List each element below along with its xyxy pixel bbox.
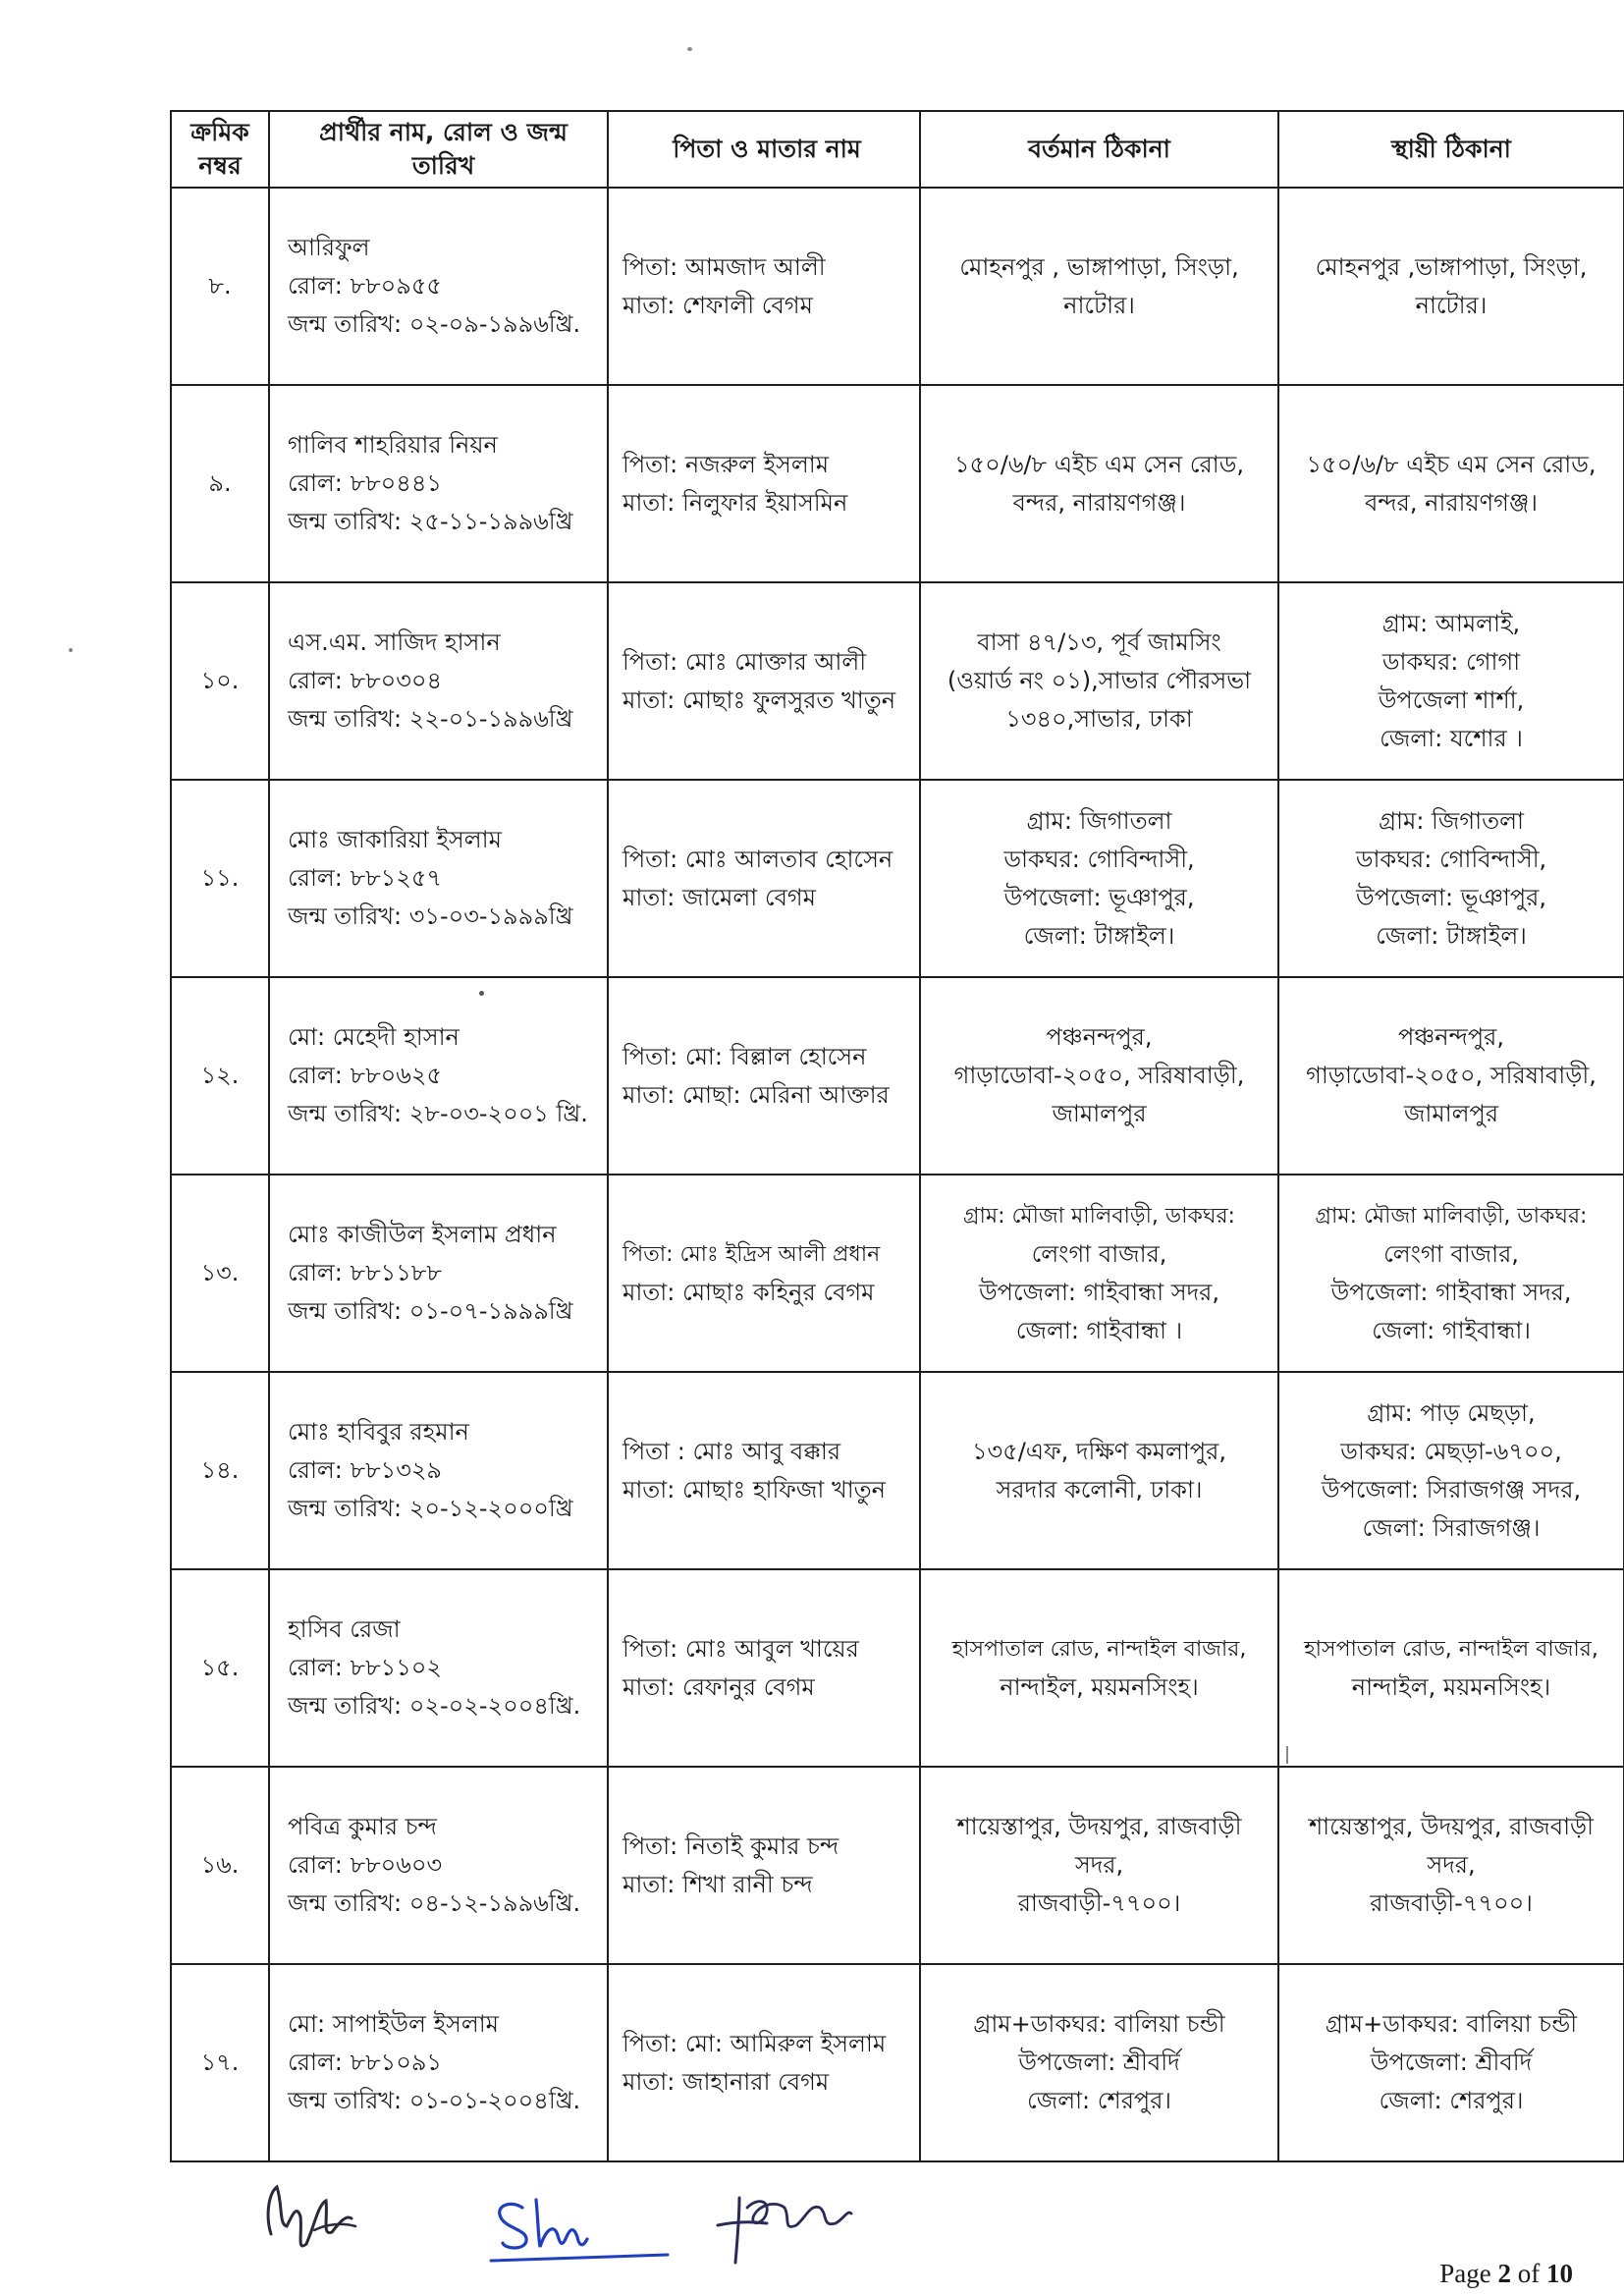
address-line: ১৫০/৬/৮ এইচ এম সেন রোড, xyxy=(953,450,1244,478)
serial-cell: ১০. xyxy=(171,582,269,780)
candidate-name: মোঃ জাকারিয়া ইসলাম xyxy=(288,826,502,853)
address-line: গ্রাম: আমলাই, xyxy=(1381,609,1521,637)
present-address-cell xyxy=(920,1372,1278,1569)
candidate-dob: জন্ম তারিখ: ২৫-১১-১৯৯৬খ্রি xyxy=(288,508,573,535)
current-page: 2 xyxy=(1497,2259,1511,2288)
address-line: গ্রাম: জিগাতলা xyxy=(1379,806,1524,835)
serial-cell: ১৫. xyxy=(171,1569,269,1767)
permanent-address-cell xyxy=(1278,188,1624,385)
header-serial: ক্রমিক নম্বর xyxy=(171,111,269,188)
serial-cell: ১১. xyxy=(171,780,269,977)
table-row xyxy=(171,1964,1624,2161)
present-address-cell xyxy=(920,977,1278,1175)
present-address-cell xyxy=(920,1569,1278,1767)
table-row xyxy=(171,188,1624,385)
mother-name: মাতা: জাহানারা বেগম xyxy=(623,2067,830,2096)
parents-cell xyxy=(608,1964,920,2161)
address-line: উপজেলা: ভূঞাপুর, xyxy=(1356,883,1546,911)
address-line: জেলা: টাঙ্গাইল। xyxy=(1376,921,1527,950)
parents-cell xyxy=(608,1372,920,1569)
candidate-cell xyxy=(269,188,608,385)
address-line: ১৫০/৬/৮ এইচ এম সেন রোড, xyxy=(1306,450,1597,478)
address-line: গ্রাম: পাড় মেছড়া, xyxy=(1367,1398,1536,1427)
address-line: শায়েস্তাপুর, উদয়পুর, রাজবাড়ী xyxy=(1308,1813,1595,1840)
address-line: জেলা: সিরাজগঞ্জ। xyxy=(1362,1513,1541,1542)
candidate-name: মোঃ কাজীউল ইসলাম প্রধান xyxy=(288,1221,557,1248)
address-line: জেলা: শেরপুর। xyxy=(1379,2087,1524,2114)
candidate-name: মোঃ হাবিবুর রহমান xyxy=(288,1418,469,1446)
address-line: গ্রাম: মৌজা মালিবাড়ী, ডাকঘর: xyxy=(1315,1203,1588,1229)
father-name: পিতা: মো: বিল্লাল হোসেন xyxy=(623,1042,867,1070)
father-name: পিতা: মোঃ আবুল খায়ের xyxy=(623,1634,859,1663)
address-line: ডাকঘর: মেছড়া-৬৭০০, xyxy=(1340,1437,1562,1465)
mother-name: মাতা: নিলুফার ইয়াসমিন xyxy=(623,488,848,517)
candidate-cell xyxy=(269,1175,608,1372)
father-name: পিতা: মোঃ আলতাব হোসেন xyxy=(623,845,893,873)
address-line: রাজবাড়ী-৭৭০০। xyxy=(1370,1889,1533,1917)
table-row xyxy=(171,385,1624,582)
address-line: বন্দর, নারায়ণগঞ্জ। xyxy=(1365,488,1538,517)
address-line: (ওয়ার্ড নং ০১),সাভার পৌরসভা xyxy=(947,667,1252,694)
present-address-cell xyxy=(920,1964,1278,2161)
address-line: উপজেলা: ভূঞাপুর, xyxy=(1003,883,1195,911)
header-permanent-address: স্থায়ী ঠিকানা xyxy=(1278,111,1624,188)
candidate-cell xyxy=(269,1964,608,2161)
present-address-cell xyxy=(920,1767,1278,1964)
candidate-dob: জন্ম তারিখ: ২৮-০৩-২০০১ খ্রি. xyxy=(288,1100,588,1127)
candidate-dob: জন্ম তারিখ: ০২-০২-২০০৪খ্রি. xyxy=(288,1692,581,1720)
present-address-cell xyxy=(920,780,1278,977)
address-line: উপজেলা: সিরাজগঞ্জ সদর, xyxy=(1321,1475,1582,1503)
candidate-roll: রোল: ৮৮১৩২৯ xyxy=(288,1456,443,1484)
candidate-dob: জন্ম তারিখ: ০৪-১২-১৯৯৬খ্রি. xyxy=(288,1889,581,1917)
table-row xyxy=(171,582,1624,780)
candidate-dob: জন্ম তারিখ: ৩১-০৩-১৯৯৯খ্রি xyxy=(288,902,573,930)
parents-cell xyxy=(608,385,920,582)
candidate-roll: রোল: ৮৮১১৮৮ xyxy=(288,1259,442,1286)
scan-speck xyxy=(69,648,73,652)
serial-cell: ১৪. xyxy=(171,1372,269,1569)
candidate-roll: রোল: ৮৮১০৯১ xyxy=(288,2049,442,2076)
permanent-address-cell xyxy=(1278,385,1624,582)
father-name: পিতা: আমজাদ আলী xyxy=(623,252,826,281)
mother-name: মাতা: জামেলা বেগম xyxy=(623,883,816,911)
candidate-roll: রোল: ৮৮০৯৫৫ xyxy=(288,272,442,300)
header-candidate: প্রার্থীর নাম, রোল ও জন্ম তারিখ xyxy=(269,111,608,188)
present-address-cell xyxy=(920,582,1278,780)
signature-1 xyxy=(257,2175,365,2264)
address-line: গ্রাম+ডাকঘর: বালিয়া চন্ডী xyxy=(1325,2010,1578,2038)
address-line: শায়েস্তাপুর, উদয়পুর, রাজবাড়ী xyxy=(956,1813,1242,1840)
address-line: মোহনপুর , ভাঙ্গাপাড়া, সিংড়া, xyxy=(959,252,1239,281)
candidate-cell xyxy=(269,1372,608,1569)
address-line: জেলা: যশোর । xyxy=(1380,724,1523,752)
address-line: ১৩৫/এফ, দক্ষিণ কমলাপুর, xyxy=(971,1437,1227,1465)
serial-cell: ১২. xyxy=(171,977,269,1175)
candidate-name: আরিফুল xyxy=(288,234,370,261)
candidate-dob: জন্ম তারিখ: ০২-০৯-১৯৯৬খ্রি. xyxy=(288,310,581,338)
address-line: জেলা: শেরপুর। xyxy=(1027,2087,1171,2114)
table-row xyxy=(171,1372,1624,1569)
present-address-cell xyxy=(920,188,1278,385)
candidate-name: হাসিব রেজা xyxy=(288,1615,401,1643)
candidate-dob: জন্ম তারিখ: ২২-০১-১৯৯৬খ্রি xyxy=(288,705,573,733)
address-line: লেংগা বাজার, xyxy=(1383,1239,1519,1268)
permanent-address-cell xyxy=(1278,1175,1624,1372)
serial-cell: ৮. xyxy=(171,188,269,385)
mother-name: মাতা: মোছাঃ হাফিজা খাতুন xyxy=(623,1475,887,1503)
candidate-roll: রোল: ৮৮০৪৪১ xyxy=(288,469,442,497)
candidate-dob: জন্ম তারিখ: ০১-০১-২০০৪খ্রি. xyxy=(288,2087,581,2114)
signature-3 xyxy=(712,2178,859,2271)
candidate-cell xyxy=(269,385,608,582)
parents-cell xyxy=(608,1767,920,1964)
mother-name: মাতা: শেফালী বেগম xyxy=(623,291,813,319)
present-address-cell xyxy=(920,385,1278,582)
father-name: পিতা : মোঃ আবু বক্কার xyxy=(623,1437,841,1465)
address-line: নান্দাইল, ময়মনসিংহ। xyxy=(1000,1672,1199,1701)
address-line: সরদার কলোনী, ঢাকা। xyxy=(996,1475,1203,1503)
address-line: বাসা ৪৭/১৩, পূর্ব জামসিং xyxy=(977,629,1221,656)
mother-name: মাতা: মোছা: মেরিনা আক্তার xyxy=(623,1080,890,1109)
address-line: উপজেলা: শ্রীবর্দি xyxy=(1370,2049,1533,2076)
address-line: নাটোর। xyxy=(1063,291,1135,319)
candidate-roll: রোল: ৮৮০৩০৪ xyxy=(288,667,443,694)
header-present-address: বর্তমান ঠিকানা xyxy=(920,111,1278,188)
address-line: ডাকঘর: গোগা xyxy=(1381,647,1521,676)
permanent-address-cell xyxy=(1278,977,1624,1175)
address-line: জামালপুর xyxy=(1403,1100,1499,1127)
table-row xyxy=(171,1569,1624,1767)
father-name: পিতা: মো: আমিরুল ইসলাম xyxy=(623,2029,887,2057)
mother-name: মাতা: রেফানুর বেগম xyxy=(623,1672,815,1701)
serial-cell: ১৭. xyxy=(171,1964,269,2161)
parents-cell xyxy=(608,977,920,1175)
address-line: বন্দর, নারায়ণগঞ্জ। xyxy=(1012,488,1186,517)
candidate-cell xyxy=(269,977,608,1175)
address-line: পঞ্চনন্দপুর, xyxy=(1398,1023,1504,1051)
total-pages: 10 xyxy=(1546,2259,1573,2288)
candidate-cell xyxy=(269,582,608,780)
address-line: উপজেলা: শ্রীবর্দি xyxy=(1018,2049,1180,2076)
address-line: জেলা: টাঙ্গাইল। xyxy=(1023,921,1175,950)
address-line: গ্রাম: জিগাতলা xyxy=(1026,806,1172,835)
page-word: Page xyxy=(1439,2259,1491,2288)
candidate-cell xyxy=(269,1767,608,1964)
page-number xyxy=(1439,2259,1573,2289)
mother-name: মাতা: মোছাঃ কহিনুর বেগম xyxy=(623,1278,875,1306)
address-line: জামালপুর xyxy=(1052,1100,1147,1127)
mother-name: মাতা: শিখা রানী চন্দ xyxy=(623,1870,813,1898)
header-parents: পিতা ও মাতার নাম xyxy=(608,111,920,188)
parents-cell xyxy=(608,188,920,385)
table-header-row xyxy=(171,111,1624,188)
parents-cell xyxy=(608,1569,920,1767)
parents-cell xyxy=(608,780,920,977)
candidate-cell xyxy=(269,1569,608,1767)
father-name: পিতা: মোঃ মোক্তার আলী xyxy=(623,647,867,676)
present-address-cell xyxy=(920,1175,1278,1372)
table-row xyxy=(171,780,1624,977)
address-line: উপজেলা: গাইবান্ধা সদর, xyxy=(1330,1278,1572,1306)
address-line: সদর, xyxy=(1427,1851,1476,1879)
candidate-dob: জন্ম তারিখ: ২০-১২-২০০০খ্রি xyxy=(288,1495,573,1522)
scan-speck xyxy=(687,47,692,51)
permanent-address-cell xyxy=(1278,1372,1624,1569)
address-line: লেংগা বাজার, xyxy=(1031,1239,1167,1268)
address-line: নান্দাইল, ময়মনসিংহ। xyxy=(1351,1672,1551,1701)
address-line: গ্রাম+ডাকঘর: বালিয়া চন্ডী xyxy=(973,2010,1225,2038)
address-line: নাটোর। xyxy=(1415,291,1488,319)
address-line: গাড়াডোবা-২০৫০, সরিষাবাড়ী, xyxy=(1306,1062,1597,1089)
of-word: of xyxy=(1517,2259,1541,2288)
address-line: ডাকঘর: গোবিন্দাসী, xyxy=(1355,845,1547,873)
signature-2 xyxy=(481,2190,677,2269)
table-row xyxy=(171,977,1624,1175)
serial-cell: ১৩. xyxy=(171,1175,269,1372)
candidate-table xyxy=(170,110,1624,2162)
permanent-address-cell xyxy=(1278,1964,1624,2161)
permanent-address-cell xyxy=(1278,1767,1624,1964)
mother-name: মাতা: মোছাঃ ফুলসুরত খাতুন xyxy=(623,685,896,714)
address-line: রাজবাড়ী-৭৭০০। xyxy=(1017,1889,1181,1917)
address-line: উপজেলা শার্শা, xyxy=(1378,685,1525,714)
address-line: ডাকঘর: গোবিন্দাসী, xyxy=(1003,845,1195,873)
candidate-roll: রোল: ৮৮০৬২৫ xyxy=(288,1062,443,1089)
candidate-name: মো: সাপাইউল ইসলাম xyxy=(288,2010,500,2038)
permanent-address-cell xyxy=(1278,780,1624,977)
permanent-address-cell xyxy=(1278,582,1624,780)
candidate-roll: রোল: ৮৮১১০২ xyxy=(288,1654,443,1681)
table-row xyxy=(171,1767,1624,1964)
address-line: হাসপাতাল রোড, নান্দাইল বাজার, xyxy=(951,1636,1247,1662)
candidate-dob: জন্ম তারিখ: ০১-০৭-১৯৯৯খ্রি xyxy=(288,1297,573,1325)
candidate-name: পবিত্র কুমার চন্দ xyxy=(288,1813,437,1840)
candidate-name: গালিব শাহরিয়ার নিয়ন xyxy=(288,431,498,459)
candidate-name: এস.এম. সাজিদ হাসান xyxy=(288,629,501,656)
candidate-cell xyxy=(269,780,608,977)
address-line: উপজেলা: গাইবান্ধা সদর, xyxy=(978,1278,1220,1306)
address-line: মোহনপুর ,ভাঙ্গাপাড়া, সিংড়া, xyxy=(1315,252,1588,281)
serial-cell: ১৬. xyxy=(171,1767,269,1964)
address-line: পঞ্চনন্দপুর, xyxy=(1046,1023,1153,1051)
address-line: ১৩৪০,সাভার, ঢাকা xyxy=(1005,705,1193,733)
address-line: সদর, xyxy=(1074,1851,1124,1879)
address-line: হাসপাতাল রোড, নান্দাইল বাজার, xyxy=(1304,1636,1598,1662)
father-name: পিতা: নিতাই কুমার চন্দ xyxy=(623,1831,839,1860)
address-line: গাড়াডোবা-২০৫০, সরিষাবাড়ী, xyxy=(953,1062,1245,1089)
table-row xyxy=(171,1175,1624,1372)
parents-cell xyxy=(608,1175,920,1372)
serial-cell: ৯. xyxy=(171,385,269,582)
address-line: জেলা: গাইবান্ধা। xyxy=(1372,1316,1531,1344)
address-line: জেলা: গাইবান্ধা । xyxy=(1015,1316,1183,1344)
father-name: পিতা: নজরুল ইসলাম xyxy=(623,450,830,478)
parents-cell xyxy=(608,582,920,780)
address-line: গ্রাম: মৌজা মালিবাড়ী, ডাকঘর: xyxy=(963,1203,1235,1229)
candidate-roll: রোল: ৮৮১২৫৭ xyxy=(288,864,443,892)
father-name: পিতা: মোঃ ইদ্রিস আলী প্রধান xyxy=(623,1241,881,1267)
candidate-roll: রোল: ৮৮০৬০৩ xyxy=(288,1851,443,1879)
permanent-address-cell xyxy=(1278,1569,1624,1767)
candidate-name: মো: মেহেদী হাসান xyxy=(288,1023,460,1051)
